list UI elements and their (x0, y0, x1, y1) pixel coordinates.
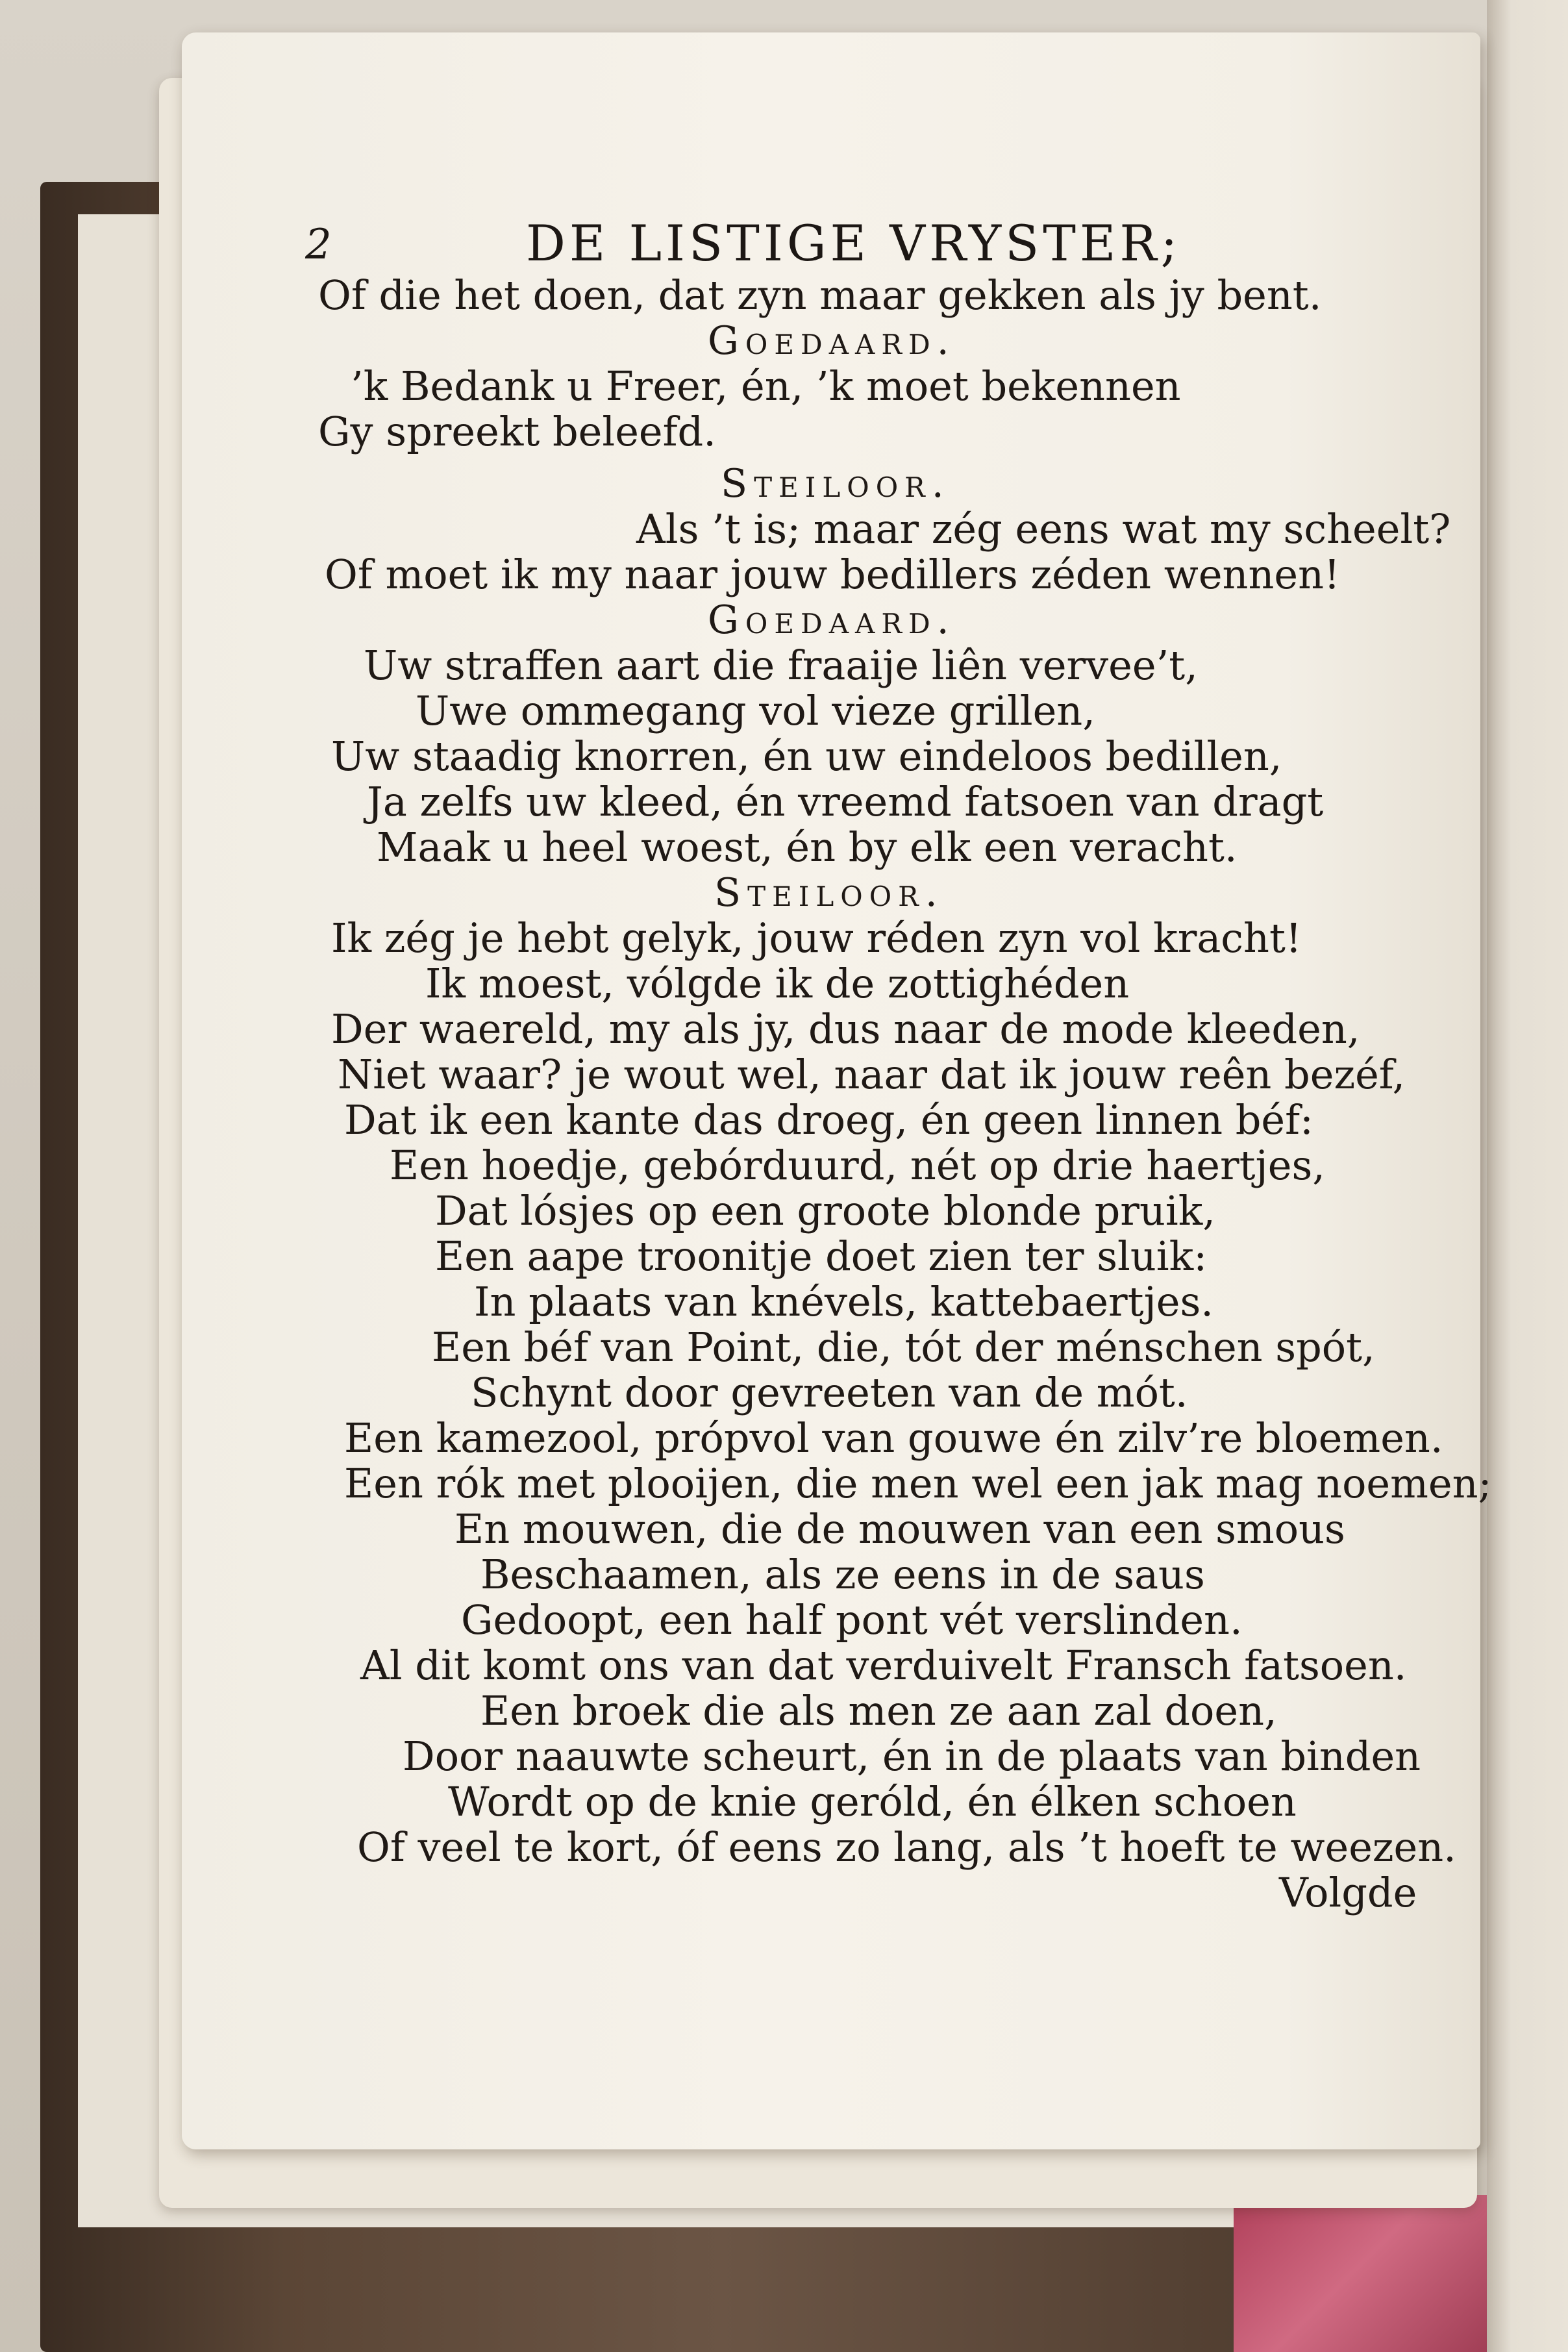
facing-page-edge (1487, 0, 1568, 2352)
verse-line: Al dit komt ons van dat verduivelt Fransch fatsoen. (360, 1642, 1407, 1689)
speaker-name: Goedaard. (708, 318, 956, 364)
verse-line: Der waereld, my als jy, dus naar de mode kleeden, (331, 1005, 1360, 1053)
verse-line: Of veel te kort, óf eens zo lang, als ’t hoeft te weezen. (357, 1823, 1456, 1871)
verse-line: Als ’t is; maar zég eens wat my scheelt? (636, 505, 1451, 553)
verse-line: ’k Bedank u Freer, én, ’k moet bekennen (351, 362, 1181, 410)
verse-line: Of die het doen, dat zyn maar gekken als jy bent. (318, 271, 1322, 319)
verse-line: Een aape troonitje doet zien ter sluik: (435, 1232, 1208, 1280)
verse-line: Dat lósjes op een groote blonde pruik, (435, 1187, 1215, 1234)
verse-line: Uwe ommegang vol vieze grillen, (416, 687, 1095, 734)
verse-line: Ik moest, vólgde ik de zottighéden (425, 960, 1130, 1007)
verse-line: Een béf van Point, die, tót der ménschen spót, (432, 1323, 1375, 1371)
verse-line: En mouwen, die de mouwen van een smous (454, 1505, 1345, 1553)
page-number: 2 (305, 221, 332, 269)
verse-line: Een broek die als men ze aan zal doen, (480, 1687, 1277, 1734)
verse-line: Gedoopt, een half pont vét verslinden. (461, 1596, 1243, 1644)
catchword: Volgde (1279, 1869, 1417, 1916)
verse-line: Door naauwte scheurt, én in de plaats van binden (403, 1733, 1421, 1780)
speaker-name: Steiloor. (721, 461, 951, 507)
speaker-name: Goedaard. (708, 597, 956, 643)
verse-line: Maak u heel woest, én by elk een veracht. (377, 823, 1238, 871)
verse-line: Een rók met plooijen, die men wel een jak mag noemen; (344, 1460, 1492, 1507)
verse-line: Niet waar? je wout wel, naar dat ik jouw reên bezéf, (338, 1051, 1406, 1098)
verse-line: In plaats van knévels, kattebaertjes. (474, 1278, 1214, 1325)
verse-line: Een kamezool, própvol van gouwe én zilv’re bloemen. (344, 1414, 1443, 1462)
verse-line: Wordt op de knie geróld, én élken schoen (448, 1778, 1297, 1825)
running-title: DE LISTIGE VRYSTER; (526, 214, 1182, 272)
verse-line: Ik zég je hebt gelyk, jouw réden zyn vol kracht! (331, 914, 1302, 962)
verse-line: Uw straffen aart die fraaije liên vervee’t, (364, 642, 1198, 689)
verse-line: Ja zelfs uw kleed, én vreemd fatsoen van dragt (367, 778, 1324, 825)
verse-line: Of moet ik my naar jouw bedillers zéden wennen! (325, 551, 1340, 598)
verse-line: Een hoedje, gebórduurd, nét op drie haertjes, (390, 1142, 1325, 1189)
verse-line: Gy spreekt beleefd. (318, 408, 716, 455)
verse-line: Dat ik een kante das droeg, én geen linnen béf: (344, 1096, 1313, 1144)
verse-line: Schynt door gevreeten van de mót. (471, 1369, 1188, 1416)
verse-line: Beschaamen, als ze eens in de saus (480, 1551, 1205, 1598)
speaker-name: Steiloor. (714, 870, 944, 916)
verse-line: Uw staadig knorren, én uw eindeloos bedillen, (331, 732, 1282, 780)
